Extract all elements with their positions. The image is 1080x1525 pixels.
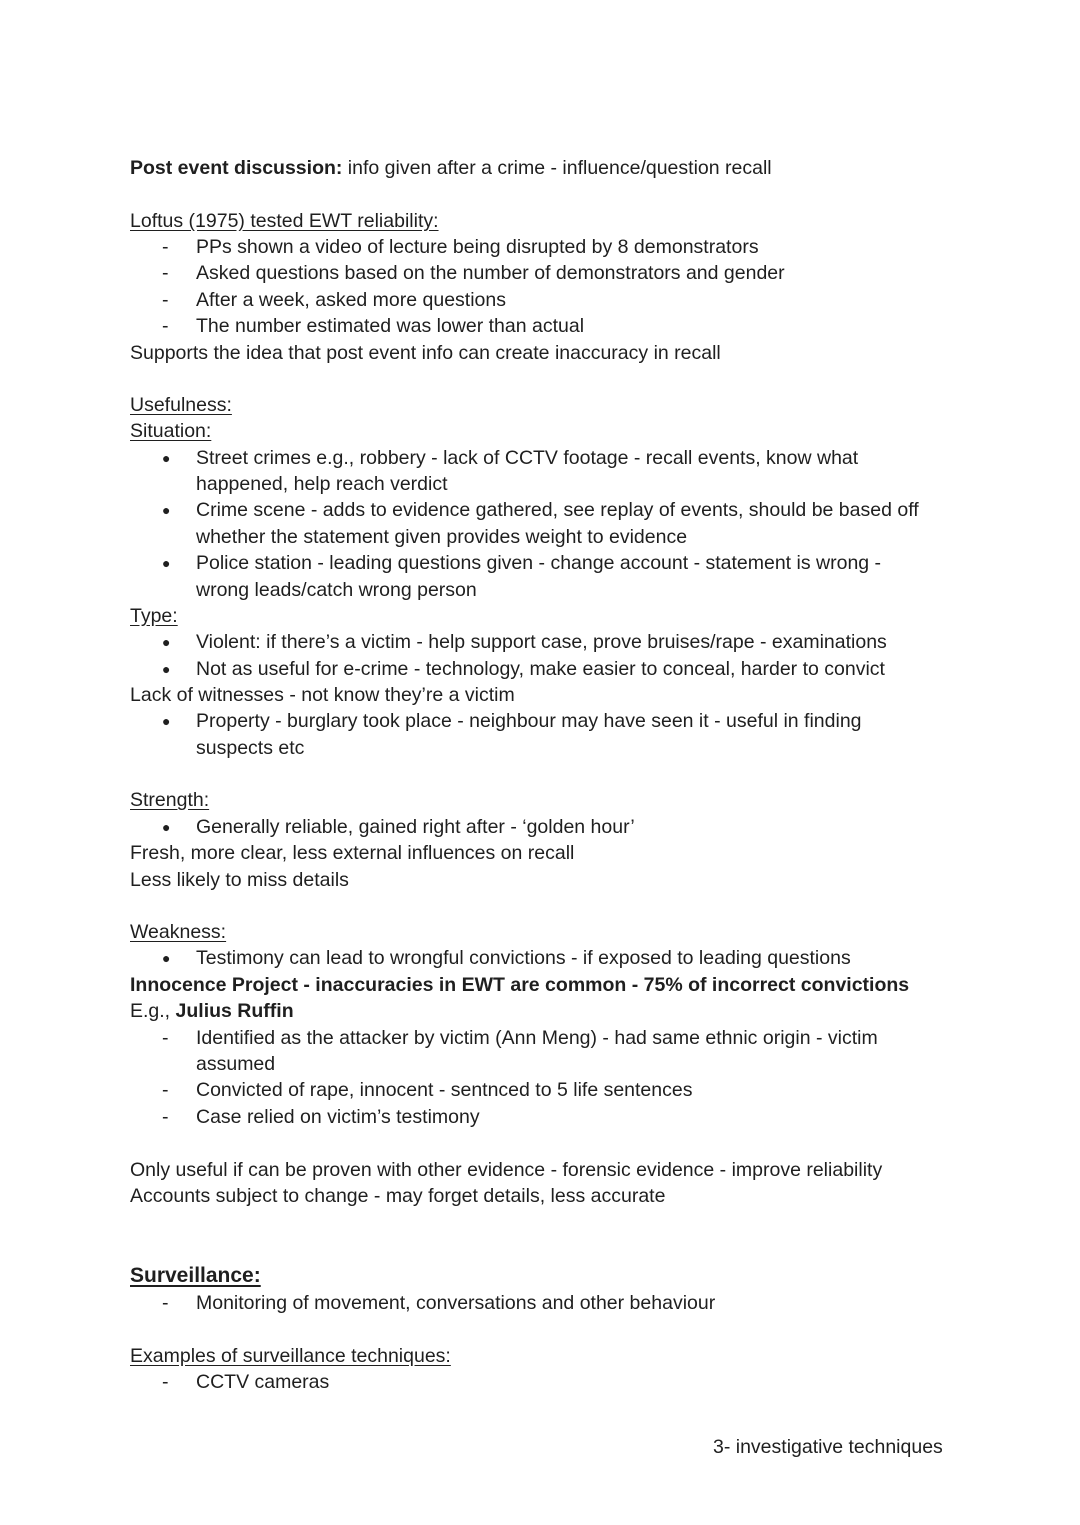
lack-witnesses-line: Lack of witnesses - not know they’re a victim (130, 684, 515, 706)
surveillance-heading: Surveillance: (130, 1264, 261, 1287)
dash-marker: - (162, 1371, 169, 1393)
situation-item: Police station - leading questions given - change account - statement is wrong - (196, 552, 882, 574)
situation-item-cont: wrong leads/catch wrong person (196, 579, 477, 601)
example-name: Julius Ruffin (175, 1000, 294, 1022)
bullet-marker: ● (162, 950, 171, 966)
bullet-marker: ● (162, 450, 171, 466)
strength-line: Fresh, more clear, less external influences on recall (130, 842, 575, 864)
situation-item-cont: whether the statement given provides weight to evidence (196, 526, 688, 548)
bullet-marker: ● (162, 713, 171, 729)
type-item: Not as useful for e-crime - technology, make easier to conceal, harder to convict (196, 658, 885, 680)
loftus-item: Asked questions based on the number of demonstrators and gender (196, 262, 785, 284)
dash-marker: - (162, 1106, 169, 1128)
dash-marker: - (162, 1292, 169, 1314)
innocence-project-line: Innocence Project - inaccuracies in EWT are common - 75% of incorrect convictions (130, 974, 910, 996)
property-item: Property - burglary took place - neighbour may have seen it - useful in finding (196, 710, 862, 732)
weakness-heading: Weakness: (130, 921, 227, 943)
dash-marker: - (162, 289, 169, 311)
situation-item: Street crimes e.g., robbery - lack of CCTV footage - recall events, know what (196, 447, 859, 469)
bullet-marker: ● (162, 634, 171, 650)
strength-heading: Strength: (130, 789, 210, 811)
surveillance-item: Monitoring of movement, conversations and other behaviour (196, 1292, 716, 1314)
closing-line: Accounts subject to change - may forget details, less accurate (130, 1185, 666, 1207)
type-heading: Type: (130, 605, 178, 627)
bullet-marker: ● (162, 819, 171, 835)
dash-marker: - (162, 1079, 169, 1101)
example-prefix: E.g., (130, 1000, 176, 1022)
case-item: Convicted of rape, innocent - sentnced to 5 life sentences (196, 1079, 693, 1101)
post-event-label: Post event discussion: (130, 157, 343, 179)
situation-item: Crime scene - adds to evidence gathered, see replay of events, should be based off (196, 499, 919, 521)
weakness-item: Testimony can lead to wrongful convictions - if exposed to leading questions (196, 947, 851, 969)
example-line (130, 998, 294, 1024)
dash-marker: - (162, 1027, 169, 1049)
strength-item: Generally reliable, gained right after - ‘golden hour’ (196, 816, 635, 838)
property-item-cont: suspects etc (196, 737, 305, 759)
dash-marker: - (162, 262, 169, 284)
post-event-line (130, 155, 772, 181)
loftus-item: After a week, asked more questions (196, 289, 506, 311)
loftus-heading: Loftus (1975) tested EWT reliability: (130, 210, 439, 232)
case-item-cont: assumed (196, 1053, 276, 1075)
page-footer: 3- investigative techniques (713, 1436, 943, 1458)
closing-line: Only useful if can be proven with other evidence - forensic evidence - improve reliability (130, 1159, 883, 1181)
loftus-item: PPs shown a video of lecture being disrupted by 8 demonstrators (196, 236, 759, 258)
usefulness-heading: Usefulness: (130, 394, 232, 416)
post-event-text: info given after a crime - influence/question recall (342, 157, 772, 179)
dash-marker: - (162, 315, 169, 337)
bullet-marker: ● (162, 502, 171, 518)
bullet-marker: ● (162, 555, 171, 571)
loftus-item: The number estimated was lower than actual (196, 315, 585, 337)
loftus-conclusion: Supports the idea that post event info can create inaccuracy in recall (130, 342, 721, 364)
case-item: Case relied on victim’s testimony (196, 1106, 480, 1128)
examples-item: CCTV cameras (196, 1371, 330, 1393)
dash-marker: - (162, 236, 169, 258)
bullet-marker: ● (162, 661, 171, 677)
examples-heading: Examples of surveillance techniques: (130, 1345, 451, 1367)
strength-line: Less likely to miss details (130, 869, 349, 891)
situation-heading: Situation: (130, 420, 212, 442)
situation-item-cont: happened, help reach verdict (196, 473, 448, 495)
case-item: Identified as the attacker by victim (Ann Meng) - had same ethnic origin - victim (196, 1027, 878, 1049)
type-item: Violent: if there’s a victim - help support case, prove bruises/rape - examinations (196, 631, 887, 653)
